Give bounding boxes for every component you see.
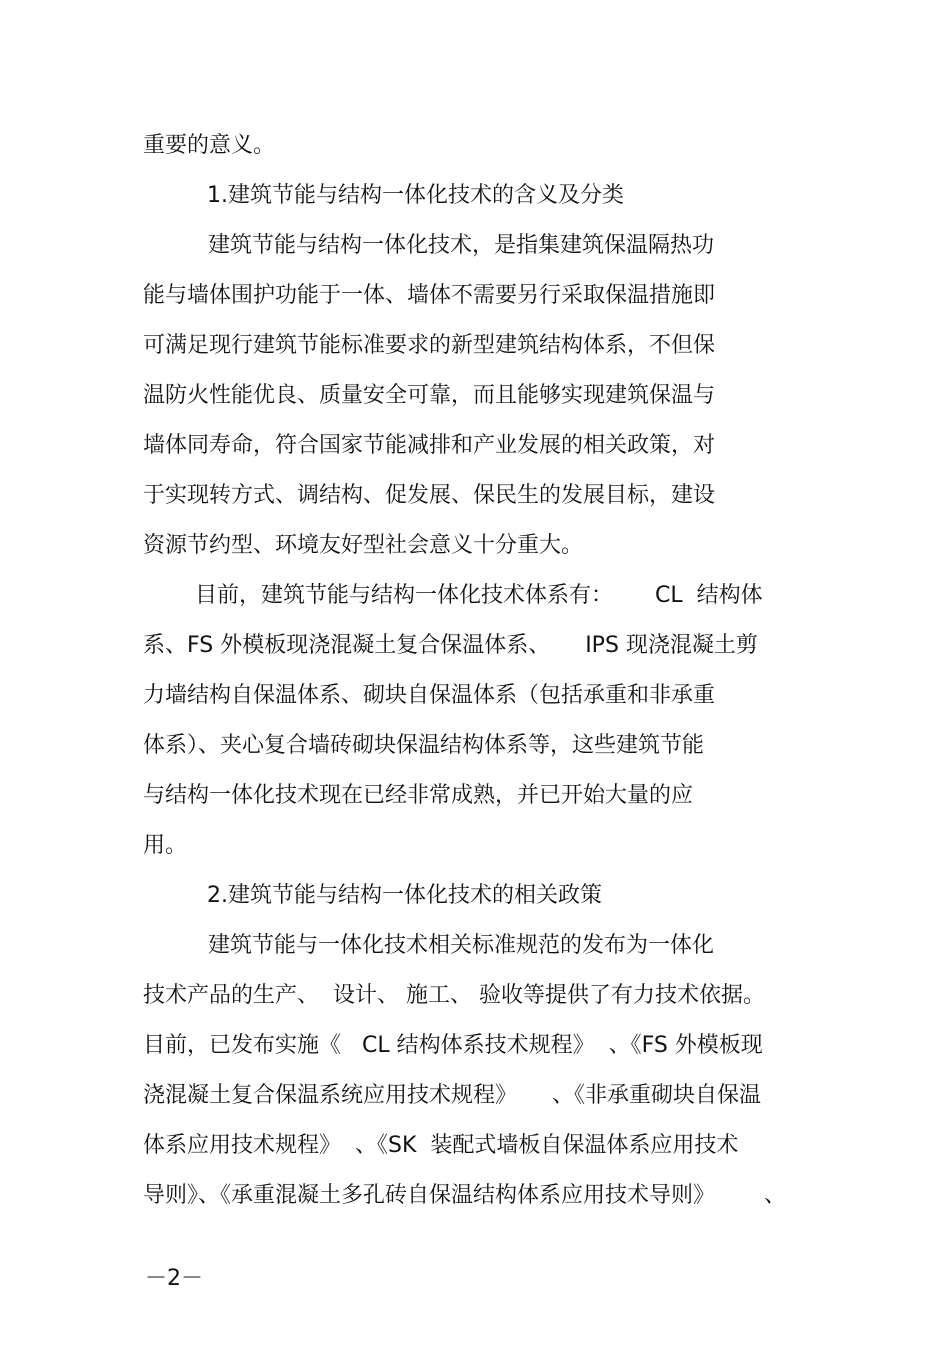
text-line: 墙体同寿命，符合国家节能减排和产业发展的相关政策，对 [143,433,716,458]
text-line: 温防火性能优良、质量安全可靠，而且能够实现建筑保温与 [143,383,716,408]
text-line: 技术产品的生产、 设计、 施工、 验收等提供了有力技术依据。 [143,983,765,1008]
section-heading-1: 1.建筑节能与结构一体化技术的含义及分类 [207,183,624,208]
page-number: －2－ [145,1266,203,1291]
text-line: 于实现转方式、调结构、促发展、保民生的发展目标，建设 [143,483,716,508]
text-line: 与结构一体化技术现在已经非常成熟，并已开始大量的应 [143,783,694,808]
text-line: 导则》、《承重混凝土多孔砖自保温结构体系应用技术导则》 、 [143,1183,786,1208]
text-line: 目前，建筑节能与结构一体化技术体系有： CL 结构体 [195,583,763,608]
text-line: 建筑节能与结构一体化技术，是指集建筑保温隔热功 [208,233,715,258]
text-line: 资源节约型、环境友好型社会意义十分重大。 [143,533,584,558]
text-line: 建筑节能与一体化技术相关标准规范的发布为一体化 [208,933,715,958]
text-line: 可满足现行建筑节能标准要求的新型建筑结构体系，不但保 [143,333,716,358]
text-line: 重要的意义。 [143,133,276,158]
text-line: 目前，已发布实施《 CL 结构体系技术规程》 、《FS 外模板现 [143,1033,763,1058]
section-heading-2: 2.建筑节能与结构一体化技术的相关政策 [207,883,602,908]
text-line: 体系）、夹心复合墙砖砌块保温结构体系等，这些建筑节能 [143,733,705,758]
text-line: 系、FS 外模板现浇混凝土复合保温体系、 IPS 现浇混凝土剪 [143,633,758,658]
text-line: 用。 [143,833,188,858]
text-line: 体系应用技术规程》 、《SK 装配式墙板自保温体系应用技术 [143,1133,739,1158]
text-line: 能与墙体围护功能于一体、墙体不需要另行采取保温措施即 [143,283,716,308]
text-line: 力墙结构自保温体系、砌块自保温体系（包括承重和非承重 [143,683,716,708]
text-line: 浇混凝土复合保温系统应用技术规程》 、《非承重砌块自保温 [143,1083,761,1108]
